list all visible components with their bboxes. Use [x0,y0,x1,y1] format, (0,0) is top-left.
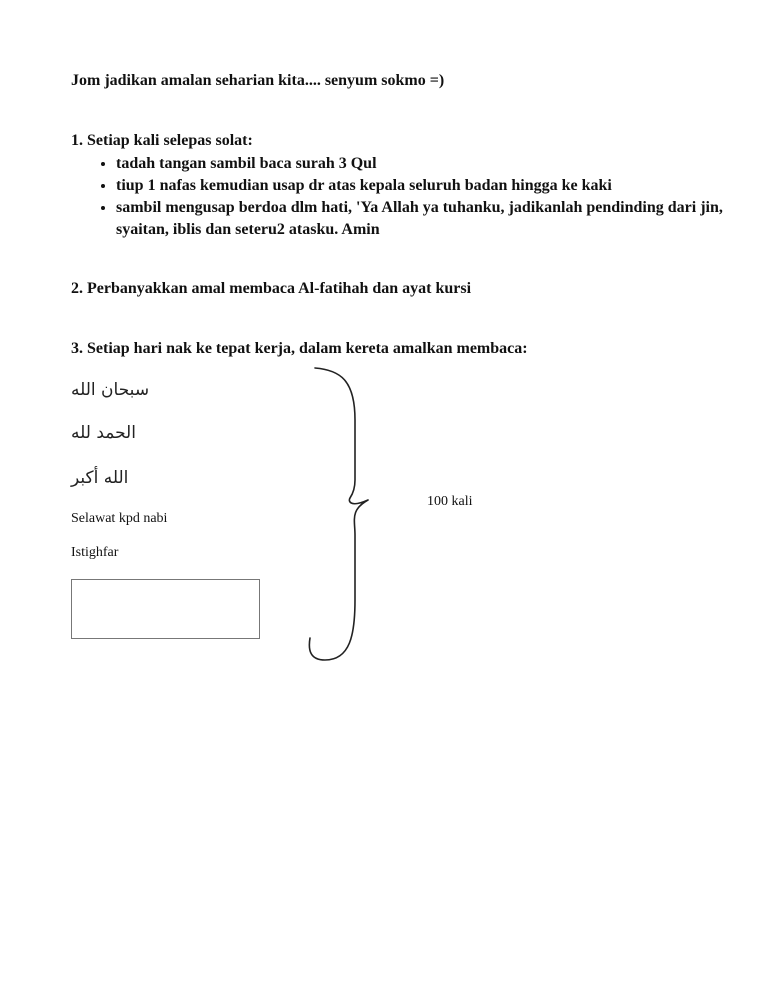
section2-heading: 2. Perbanyakkan amal membaca Al-fatihah dan ayat kursi [71,280,472,297]
section1-bullet-list [71,153,736,241]
arabic-tasbih: سبحان الله [71,380,150,400]
arabic-takbir: الله أكبر [71,468,129,488]
list-item: • tadah tangan sambil baca surah 3 Qul [116,153,736,175]
intro-line: Jom jadikan amalan seharian kita.... senyum sokmo =) [71,72,445,89]
istighfar-item: Istighfar [71,545,119,560]
empty-text-box [71,579,260,639]
arabic-tahmid: الحمد لله [71,423,136,443]
count-note: 100 kali [427,494,473,509]
list-item: • tiup 1 nafas kemudian usap dr atas kepala seluruh badan hingga ke kaki [116,175,736,197]
list-item: • sambil mengusap berdoa dlm hati, 'Ya Allah ya tuhanku, jadikanlah pendinding dari jin, syaitan, iblis dan seteru2 atasku. Amin [116,197,736,241]
curly-brace-icon [300,360,380,665]
section1-heading: 1. Setiap kali selepas solat: [71,132,253,149]
selawat-item: Selawat kpd nabi [71,511,168,526]
section3-heading: 3. Setiap hari nak ke tepat kerja, dalam kereta amalkan membaca: [71,340,528,357]
